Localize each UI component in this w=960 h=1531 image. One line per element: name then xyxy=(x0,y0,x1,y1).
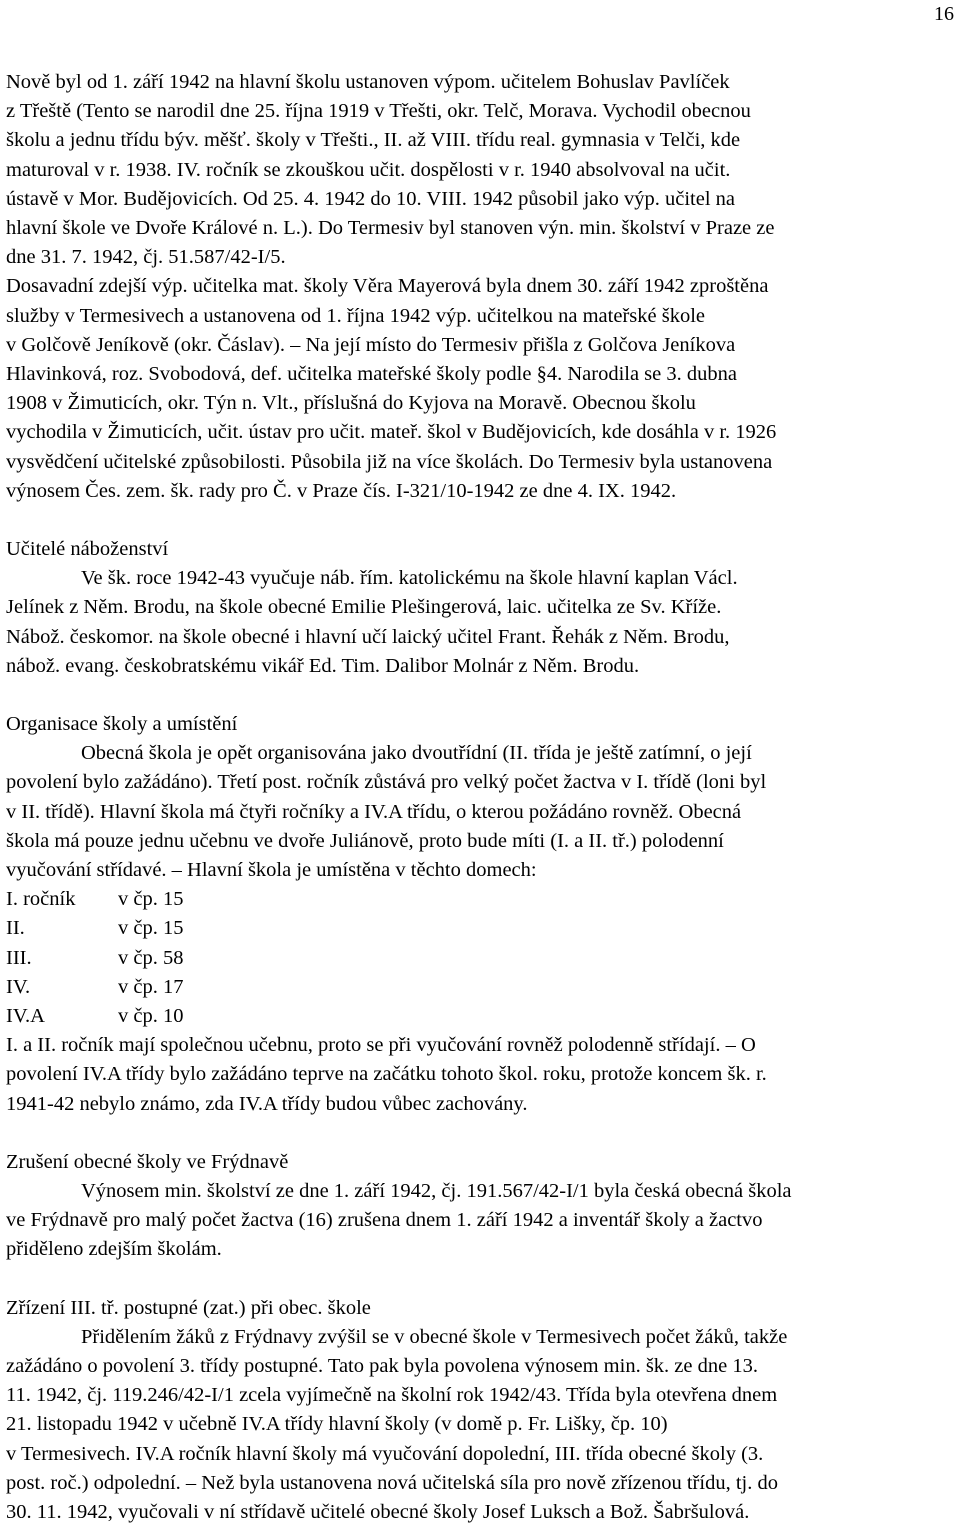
intro-paragraph xyxy=(6,68,954,506)
text-line: služby v Termesivech a ustanovena od 1. října 1942 výp. učitelkou na mateřské škole xyxy=(6,304,705,327)
class-house: v čp. 15 xyxy=(118,917,184,940)
text-line: školu a jednu třídu býv. měšť. školy v Třešti., II. až VIII. třídu real. gymnasia v Telči, kde xyxy=(6,129,741,152)
class-row xyxy=(6,914,954,943)
text-line: Ve šk. roce 1942-43 vyučuje náb. řím. katolickému na škole hlavní kaplan Václ. xyxy=(81,567,738,590)
text-line: výnosem Čes. zem. šk. rady pro Č. v Praze čís. I-321/10-1942 ze dne 4. IX. 1942. xyxy=(6,479,677,502)
organisation-section xyxy=(6,710,954,1119)
class-grade: IV.A xyxy=(6,1005,45,1028)
text-line: maturoval v r. 1938. IV. ročník se zkouškou učit. dospělosti v r. 1940 absolvoval na učit. xyxy=(6,158,731,181)
text-line: post. roč.) odpolední. – Než byla ustanovena nová učitelská síla pro nově zřízenou třídu, tj. do xyxy=(6,1471,778,1494)
text-line: přiděleno zdejším školám. xyxy=(6,1238,222,1261)
text-line: povolení bylo zažádáno). Třetí post. ročník zůstává pro velký počet žactva v I. třídě (loni byl xyxy=(6,771,767,794)
class-grade: I. ročník xyxy=(6,888,76,911)
text-line: 21. listopadu 1942 v učebně IV.A třídy hlavní školy (v domě p. Fr. Lišky, čp. 10) xyxy=(6,1413,668,1436)
text-line: Jelínek z Něm. Brodu, na škole obecné Emilie Plešingerová, laic. učitelka ze Sv. Kříže. xyxy=(6,596,722,619)
class-grade: IV. xyxy=(6,975,31,998)
text-line: povolení IV.A třídy bylo zažádáno teprve na začátku tohoto škol. roku, protože koncem šk. r. xyxy=(6,1063,767,1086)
section-heading-organisation: Organisace školy a umístění xyxy=(6,713,238,736)
text-line: Hlavinková, roz. Svobodová, def. učitelka mateřské školy podle §4. Narodila se 3. dubna xyxy=(6,363,737,386)
document-body xyxy=(6,68,954,1527)
class-house: v čp. 17 xyxy=(118,975,184,998)
text-line: nábož. evang. českobratskému vikář Ed. Tim. Dalibor Molnár z Něm. Brodu. xyxy=(6,654,640,677)
text-line: Dosavadní zdejší výp. učitelka mat. školy Věra Mayerová byla dnem 30. září 1942 zproštěna xyxy=(6,275,769,298)
text-line: v Golčově Jeníkově (okr. Čáslav). – Na její místo do Termesiv přišla z Golčova Jeníkova xyxy=(6,333,736,356)
section-heading-establishment: Zřízení III. tř. postupné (zat.) při obec. škole xyxy=(6,1296,371,1319)
establishment-section xyxy=(6,1294,954,1528)
text-line: škola má pouze jednu učebnu ve dvoře Juliánově, proto bude míti (I. a II. tř.) polodenní xyxy=(6,829,724,852)
text-line: Výnosem min. školství ze dne 1. září 1942, čj. 191.567/42-I/1 byla česká obecná škola xyxy=(81,1180,792,1203)
section-heading-religion: Učitelé náboženství xyxy=(6,538,169,561)
text-line: z Třeště (Tento se narodil dne 25. října 1919 v Třešti, okr. Telč, Morava. Vychodil obecnou xyxy=(6,100,751,123)
class-house: v čp. 15 xyxy=(118,888,184,911)
class-row xyxy=(6,1002,954,1031)
text-line: 11. 1942, čj. 119.246/42-I/1 zcela vyjímečně na školní rok 1942/43. Třída byla otevřena dnem xyxy=(6,1384,778,1407)
text-line: Přidělením žáků z Frýdnavy zvýšil se v obecné škole v Termesivech počet žáků, takže xyxy=(81,1325,788,1348)
text-line: vychodila v Žimuticích, učit. ústav pro učit. mateř. škol v Budějovicích, kde dosáhla v r. 1926 xyxy=(6,421,777,444)
text-line: zažádáno o povolení 3. třídy postupné. Tato pak byla povolena výnosem min. šk. ze dne 13. xyxy=(6,1355,758,1378)
class-house: v čp. 58 xyxy=(118,946,184,969)
text-line: v Termesivech. IV.A ročník hlavní školy má vyučování dopolední, III. třída obecné školy (3. xyxy=(6,1442,764,1465)
text-line: v II. třídě). Hlavní škola má čtyři ročníky a IV.A třídu, o kterou požádáno rovněž. Obecná xyxy=(6,800,742,823)
text-line: vyučování střídavé. – Hlavní škola je umístěna v těchto domech: xyxy=(6,859,537,882)
text-line: hlavní škole ve Dvoře Králové n. L.). Do Termesiv byl stanoven výn. min. školství v Praze ze xyxy=(6,217,775,240)
abolition-section xyxy=(6,1148,954,1265)
text-line: 1908 v Žimuticích, okr. Týn n. Vlt., příslušná do Kyjova na Moravě. Obecnou školu xyxy=(6,392,696,415)
text-line: Nově byl od 1. září 1942 na hlavní školu ustanoven výpom. učitelem Bohuslav Pavlíček xyxy=(6,71,730,93)
class-house-list xyxy=(6,885,954,1031)
class-grade: II. xyxy=(6,917,25,940)
class-row xyxy=(6,885,954,914)
text-line: ve Frýdnavě pro malý počet žactva (16) zrušena dnem 1. září 1942 a inventář školy a žactvo xyxy=(6,1209,763,1232)
text-line: I. a II. ročník mají společnou učebnu, proto se při vyučování rovněž polodenně střídají. – O xyxy=(6,1034,756,1057)
page-number: 16 xyxy=(934,3,954,25)
section-heading-abolition: Zrušení obecné školy ve Frýdnavě xyxy=(6,1150,289,1173)
class-row xyxy=(6,973,954,1002)
text-line: vysvědčení učitelské způsobilosti. Působila již na více školách. Do Termesiv byla ustanovena xyxy=(6,450,773,473)
religion-section xyxy=(6,535,954,681)
text-line: dne 31. 7. 1942, čj. 51.587/42-I/5. xyxy=(6,246,286,269)
class-row xyxy=(6,944,954,973)
class-house: v čp. 10 xyxy=(118,1005,184,1028)
class-grade: III. xyxy=(6,946,32,969)
text-line: 1941-42 nebylo známo, zda IV.A třídy budou vůbec zachovány. xyxy=(6,1092,528,1115)
text-line: Nábož. českomor. na škole obecné i hlavní učí laický učitel Frant. Řehák z Něm. Brodu, xyxy=(6,625,730,648)
text-line: Obecná škola je opět organisována jako dvoutřídní (II. třída je ještě zatímní, o její xyxy=(81,742,752,765)
text-line: 30. 11. 1942, vyučovali v ní střídavě učitelé obecné školy Josef Luksch a Bož. Šabršulová. xyxy=(6,1501,750,1524)
text-line: ústavě v Mor. Budějovicích. Od 25. 4. 1942 do 10. VIII. 1942 působil jako výp. učitel na xyxy=(6,187,735,210)
